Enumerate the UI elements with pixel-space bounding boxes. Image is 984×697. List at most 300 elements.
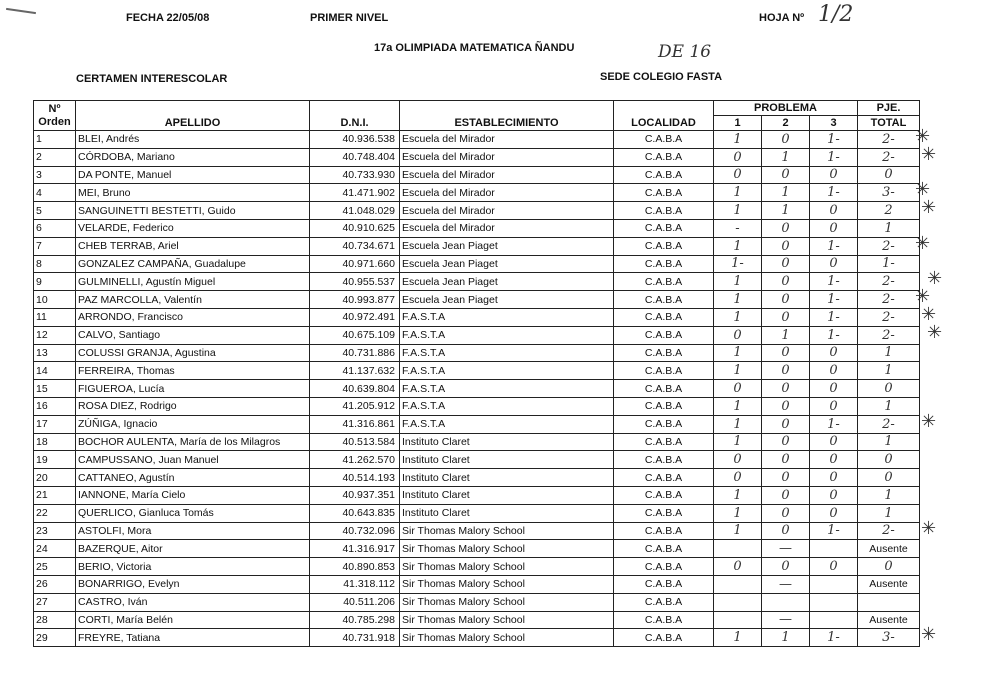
cell-problema-1: 0	[714, 469, 762, 487]
cell-establecimiento: Escuela del Mirador	[400, 148, 614, 166]
cell-establecimiento: Escuela Jean Piaget	[400, 237, 614, 255]
table-row	[34, 629, 920, 647]
cell-problema-1	[714, 593, 762, 611]
cell-establecimiento: F.A.S.T.A	[400, 308, 614, 326]
cell-orden: 26	[34, 575, 76, 593]
hoja-value: 1/2	[818, 2, 854, 27]
cell-dni: 40.993.877	[310, 291, 400, 309]
cell-problema-1: 1	[714, 486, 762, 504]
cell-localidad: C.A.B.A	[614, 629, 714, 647]
cell-problema-2: 0	[762, 397, 810, 415]
cell-localidad: C.A.B.A	[614, 380, 714, 398]
cell-localidad: C.A.B.A	[614, 362, 714, 380]
table-row	[34, 202, 920, 220]
cell-total: 1	[858, 344, 920, 362]
cell-problema-2: 0	[762, 380, 810, 398]
cell-dni: 41.471.902	[310, 184, 400, 202]
cell-total: 2-	[858, 291, 920, 309]
table-row	[34, 575, 920, 593]
cell-localidad: C.A.B.A	[614, 237, 714, 255]
table-row	[34, 291, 920, 309]
table-row	[34, 237, 920, 255]
cell-apellido: FREYRE, Tatiana	[76, 629, 310, 647]
cell-problema-2: 0	[762, 486, 810, 504]
cell-establecimiento: Escuela del Mirador	[400, 184, 614, 202]
cell-problema-3: 0	[810, 255, 858, 273]
cell-problema-2: 0	[762, 237, 810, 255]
cell-establecimiento: F.A.S.T.A	[400, 362, 614, 380]
cell-total: 2-	[858, 131, 920, 149]
cell-establecimiento: Instituto Claret	[400, 486, 614, 504]
cell-problema-3: 1-	[810, 522, 858, 540]
cell-problema-3: 1-	[810, 415, 858, 433]
cell-total: 1-	[858, 255, 920, 273]
cell-dni: 40.514.193	[310, 469, 400, 487]
cell-problema-1: 1	[714, 291, 762, 309]
cell-problema-3: 0	[810, 380, 858, 398]
cell-apellido: GONZALEZ CAMPAÑA, Guadalupe	[76, 255, 310, 273]
cell-problema-2: 0	[762, 344, 810, 362]
cell-dni: 40.513.584	[310, 433, 400, 451]
cell-localidad: C.A.B.A	[614, 291, 714, 309]
cell-total: Ausente	[858, 611, 920, 629]
cell-dni: 41.318.112	[310, 575, 400, 593]
cell-total: 0	[858, 166, 920, 184]
cell-establecimiento: F.A.S.T.A	[400, 326, 614, 344]
cell-establecimiento: F.A.S.T.A	[400, 380, 614, 398]
cell-orden: 14	[34, 362, 76, 380]
table-row	[34, 504, 920, 522]
cell-orden: 16	[34, 397, 76, 415]
cell-apellido: MEI, Bruno	[76, 184, 310, 202]
cell-localidad: C.A.B.A	[614, 540, 714, 558]
table-row	[34, 593, 920, 611]
asterisk-mark-icon: ✳	[927, 268, 943, 289]
cell-problema-1: 1	[714, 522, 762, 540]
cell-establecimiento: Instituto Claret	[400, 469, 614, 487]
cell-localidad: C.A.B.A	[614, 255, 714, 273]
cell-total: 1	[858, 362, 920, 380]
cell-apellido: CORTI, María Belén	[76, 611, 310, 629]
cell-total: 2	[858, 202, 920, 220]
asterisk-mark-icon: ✳	[921, 304, 937, 325]
cell-orden: 13	[34, 344, 76, 362]
cell-dni: 40.639.804	[310, 380, 400, 398]
cell-localidad: C.A.B.A	[614, 273, 714, 291]
cell-dni: 40.731.886	[310, 344, 400, 362]
cell-orden: 19	[34, 451, 76, 469]
cell-problema-2: 0	[762, 255, 810, 273]
cell-problema-3: 0	[810, 166, 858, 184]
asterisk-mark-icon: ✳	[921, 197, 937, 218]
cell-problema-3: 0	[810, 558, 858, 576]
cell-localidad: C.A.B.A	[614, 433, 714, 451]
cell-total: Ausente	[858, 540, 920, 558]
cell-total: 1	[858, 397, 920, 415]
cell-problema-3: 0	[810, 202, 858, 220]
de-annotation: DE 16	[658, 42, 712, 62]
table-row	[34, 558, 920, 576]
cell-dni: 41.048.029	[310, 202, 400, 220]
cell-establecimiento: Sir Thomas Malory School	[400, 593, 614, 611]
cell-localidad: C.A.B.A	[614, 326, 714, 344]
cell-problema-1: 0	[714, 166, 762, 184]
cell-problema-2: 0	[762, 291, 810, 309]
cell-problema-2: 0	[762, 273, 810, 291]
cell-dni: 41.316.861	[310, 415, 400, 433]
col-problema: PROBLEMA	[714, 101, 858, 116]
cell-problema-3: 0	[810, 504, 858, 522]
cell-apellido: VELARDE, Federico	[76, 219, 310, 237]
cell-localidad: C.A.B.A	[614, 504, 714, 522]
cell-localidad: C.A.B.A	[614, 522, 714, 540]
cell-establecimiento: Instituto Claret	[400, 451, 614, 469]
cell-problema-2	[762, 593, 810, 611]
cell-apellido: QUERLICO, Gianluca Tomás	[76, 504, 310, 522]
cell-problema-3	[810, 611, 858, 629]
cell-dni: 40.732.096	[310, 522, 400, 540]
table-row	[34, 362, 920, 380]
table-row	[34, 148, 920, 166]
cell-problema-2: 1	[762, 629, 810, 647]
cell-problema-2: 0	[762, 219, 810, 237]
cell-problema-1: 0	[714, 326, 762, 344]
cell-apellido: CATTANEO, Agustín	[76, 469, 310, 487]
cell-orden: 27	[34, 593, 76, 611]
cell-orden: 4	[34, 184, 76, 202]
cell-dni: 40.971.660	[310, 255, 400, 273]
table-row	[34, 433, 920, 451]
col-orden: Nº Orden	[34, 101, 76, 131]
asterisk-mark-icon: ✳	[921, 144, 937, 165]
cell-establecimiento: Escuela Jean Piaget	[400, 291, 614, 309]
cell-apellido: FERREIRA, Thomas	[76, 362, 310, 380]
table-row	[34, 308, 920, 326]
cell-apellido: ASTOLFI, Mora	[76, 522, 310, 540]
cell-problema-1: 0	[714, 148, 762, 166]
cell-problema-3	[810, 593, 858, 611]
cell-localidad: C.A.B.A	[614, 451, 714, 469]
cell-orden: 24	[34, 540, 76, 558]
table-row	[34, 451, 920, 469]
cell-orden: 21	[34, 486, 76, 504]
cell-apellido: BOCHOR AULENTA, María de los Milagros	[76, 433, 310, 451]
cell-establecimiento: Instituto Claret	[400, 504, 614, 522]
cell-orden: 6	[34, 219, 76, 237]
cell-localidad: C.A.B.A	[614, 558, 714, 576]
cell-problema-2: 1	[762, 326, 810, 344]
cell-problema-3: 1-	[810, 629, 858, 647]
cell-dni: 40.890.853	[310, 558, 400, 576]
col-dni: D.N.I.	[310, 101, 400, 131]
cell-dni: 40.731.918	[310, 629, 400, 647]
cell-problema-1: 1	[714, 629, 762, 647]
cell-apellido: CASTRO, Iván	[76, 593, 310, 611]
table-row	[34, 611, 920, 629]
cell-problema-1: 0	[714, 380, 762, 398]
cell-problema-3	[810, 575, 858, 593]
hoja-label: HOJA Nº	[759, 12, 805, 24]
cell-establecimiento: Escuela del Mirador	[400, 202, 614, 220]
cell-localidad: C.A.B.A	[614, 184, 714, 202]
cell-apellido: CÓRDOBA, Mariano	[76, 148, 310, 166]
col-p1: 1	[714, 116, 762, 131]
table-row	[34, 344, 920, 362]
cell-problema-2: —	[762, 540, 810, 558]
cell-localidad: C.A.B.A	[614, 397, 714, 415]
cell-localidad: C.A.B.A	[614, 469, 714, 487]
table-row	[34, 166, 920, 184]
cell-problema-3: 0	[810, 397, 858, 415]
cell-problema-3: 1-	[810, 184, 858, 202]
cell-total: 1	[858, 486, 920, 504]
cell-dni: 41.137.632	[310, 362, 400, 380]
col-establecimiento: ESTABLECIMIENTO	[400, 101, 614, 131]
table-row	[34, 469, 920, 487]
cell-total: 0	[858, 469, 920, 487]
sede: SEDE COLEGIO FASTA	[600, 71, 723, 83]
cell-apellido: BONARRIGO, Evelyn	[76, 575, 310, 593]
cell-establecimiento: Escuela Jean Piaget	[400, 273, 614, 291]
cell-total: 2-	[858, 415, 920, 433]
cell-localidad: C.A.B.A	[614, 575, 714, 593]
cell-dni: 40.675.109	[310, 326, 400, 344]
cell-total: 3-	[858, 629, 920, 647]
cell-problema-2: 0	[762, 558, 810, 576]
table-row	[34, 184, 920, 202]
cell-localidad: C.A.B.A	[614, 202, 714, 220]
cell-total: 2-	[858, 148, 920, 166]
cell-localidad: C.A.B.A	[614, 415, 714, 433]
cell-orden: 12	[34, 326, 76, 344]
asterisk-mark-icon: ✳	[915, 179, 931, 200]
table-row	[34, 522, 920, 540]
cell-total: 1	[858, 504, 920, 522]
cell-problema-1: 0	[714, 558, 762, 576]
cell-establecimiento: Sir Thomas Malory School	[400, 611, 614, 629]
cell-apellido: CHEB TERRAB, Ariel	[76, 237, 310, 255]
cell-problema-1: 1	[714, 504, 762, 522]
cell-problema-2: 0	[762, 469, 810, 487]
cell-problema-1: 1	[714, 415, 762, 433]
cell-orden: 3	[34, 166, 76, 184]
cell-problema-2: —	[762, 611, 810, 629]
cell-orden: 2	[34, 148, 76, 166]
cell-total: 3-	[858, 184, 920, 202]
cell-problema-3: 0	[810, 219, 858, 237]
cell-problema-3: 0	[810, 469, 858, 487]
cell-apellido: GULMINELLI, Agustín Miguel	[76, 273, 310, 291]
cell-apellido: ROSA DIEZ, Rodrigo	[76, 397, 310, 415]
certamen: CERTAMEN INTERESCOLAR	[76, 73, 228, 85]
cell-establecimiento: Escuela del Mirador	[400, 166, 614, 184]
cell-problema-2: 0	[762, 166, 810, 184]
cell-apellido: SANGUINETTI BESTETTI, Guido	[76, 202, 310, 220]
cell-establecimiento: Sir Thomas Malory School	[400, 522, 614, 540]
cell-problema-1: 1	[714, 131, 762, 149]
cell-total: 0	[858, 380, 920, 398]
col-p2: 2	[762, 116, 810, 131]
cell-problema-1: 1	[714, 202, 762, 220]
cell-dni: 40.785.298	[310, 611, 400, 629]
cell-establecimiento: F.A.S.T.A	[400, 397, 614, 415]
table-row	[34, 540, 920, 558]
asterisk-mark-icon: ✳	[921, 411, 937, 432]
cell-problema-2: —	[762, 575, 810, 593]
cell-problema-3: 0	[810, 486, 858, 504]
cell-dni: 40.734.671	[310, 237, 400, 255]
cell-apellido: COLUSSI GRANJA, Agustina	[76, 344, 310, 362]
cell-localidad: C.A.B.A	[614, 131, 714, 149]
cell-total: 0	[858, 451, 920, 469]
table-row	[34, 486, 920, 504]
cell-problema-3: 1-	[810, 131, 858, 149]
asterisk-mark-icon: ✳	[927, 322, 943, 343]
cell-apellido: DA PONTE, Manuel	[76, 166, 310, 184]
cell-orden: 5	[34, 202, 76, 220]
cell-total	[858, 593, 920, 611]
col-pje: PJE.	[858, 101, 920, 116]
cell-orden: 22	[34, 504, 76, 522]
cell-total: 2-	[858, 308, 920, 326]
cell-total: 2-	[858, 273, 920, 291]
cell-problema-3: 1-	[810, 291, 858, 309]
asterisk-mark-icon: ✳	[915, 286, 931, 307]
cell-dni: 40.733.930	[310, 166, 400, 184]
cell-problema-1: -	[714, 219, 762, 237]
table-row	[34, 255, 920, 273]
cell-total: 2-	[858, 326, 920, 344]
cell-problema-2: 0	[762, 433, 810, 451]
cell-apellido: ZÚÑIGA, Ignacio	[76, 415, 310, 433]
cell-apellido: IANNONE, María Cielo	[76, 486, 310, 504]
cell-problema-3: 0	[810, 433, 858, 451]
table-row	[34, 397, 920, 415]
cell-orden: 18	[34, 433, 76, 451]
cell-total: 1	[858, 433, 920, 451]
cell-problema-3: 1-	[810, 308, 858, 326]
cell-problema-1: 1	[714, 433, 762, 451]
col-apellido: APELLIDO	[76, 101, 310, 131]
cell-orden: 20	[34, 469, 76, 487]
cell-total: 2-	[858, 522, 920, 540]
cell-problema-1: 1	[714, 344, 762, 362]
cell-orden: 29	[34, 629, 76, 647]
cell-problema-1: 1	[714, 237, 762, 255]
cell-dni: 40.936.538	[310, 131, 400, 149]
cell-total: 0	[858, 558, 920, 576]
cell-problema-3: 0	[810, 451, 858, 469]
cell-dni: 40.910.625	[310, 219, 400, 237]
cell-apellido: BAZERQUE, Aitor	[76, 540, 310, 558]
cell-localidad: C.A.B.A	[614, 166, 714, 184]
asterisk-mark-icon: ✳	[915, 233, 931, 254]
cell-problema-2: 0	[762, 504, 810, 522]
col-total: TOTAL	[858, 116, 920, 131]
cell-localidad: C.A.B.A	[614, 148, 714, 166]
table-row	[34, 380, 920, 398]
cell-orden: 10	[34, 291, 76, 309]
cell-orden: 17	[34, 415, 76, 433]
cell-problema-1: 1	[714, 362, 762, 380]
cell-dni: 40.748.404	[310, 148, 400, 166]
cell-localidad: C.A.B.A	[614, 344, 714, 362]
asterisk-mark-icon: ✳	[921, 624, 937, 645]
cell-establecimiento: Escuela del Mirador	[400, 131, 614, 149]
cell-orden: 8	[34, 255, 76, 273]
cell-establecimiento: Sir Thomas Malory School	[400, 575, 614, 593]
cell-orden: 25	[34, 558, 76, 576]
asterisk-mark-icon: ✳	[921, 518, 937, 539]
cell-establecimiento: Sir Thomas Malory School	[400, 629, 614, 647]
cell-total: 1	[858, 219, 920, 237]
nivel: PRIMER NIVEL	[310, 12, 389, 24]
cell-problema-2: 1	[762, 148, 810, 166]
cell-dni: 40.937.351	[310, 486, 400, 504]
cell-problema-1: 0	[714, 451, 762, 469]
cell-problema-3: 0	[810, 344, 858, 362]
cell-orden: 11	[34, 308, 76, 326]
fecha: FECHA 22/05/08	[126, 12, 210, 24]
cell-orden: 9	[34, 273, 76, 291]
cell-dni: 40.643.835	[310, 504, 400, 522]
cell-problema-3	[810, 540, 858, 558]
cell-apellido: BLEI, Andrés	[76, 131, 310, 149]
cell-orden: 28	[34, 611, 76, 629]
cell-dni: 40.511.206	[310, 593, 400, 611]
cell-localidad: C.A.B.A	[614, 219, 714, 237]
cell-orden: 7	[34, 237, 76, 255]
cell-establecimiento: Sir Thomas Malory School	[400, 558, 614, 576]
cell-establecimiento: Escuela del Mirador	[400, 219, 614, 237]
cell-total: Ausente	[858, 575, 920, 593]
asterisk-mark-icon: ✳	[915, 126, 931, 147]
cell-problema-2: 1	[762, 202, 810, 220]
cell-localidad: C.A.B.A	[614, 593, 714, 611]
cell-apellido: CAMPUSSANO, Juan Manuel	[76, 451, 310, 469]
col-p3: 3	[810, 116, 858, 131]
cell-localidad: C.A.B.A	[614, 308, 714, 326]
cell-localidad: C.A.B.A	[614, 486, 714, 504]
cell-problema-1: 1	[714, 397, 762, 415]
cell-dni: 40.955.537	[310, 273, 400, 291]
cell-establecimiento: F.A.S.T.A	[400, 344, 614, 362]
cell-problema-1	[714, 611, 762, 629]
cell-problema-2: 1	[762, 184, 810, 202]
table-row	[34, 273, 920, 291]
table-row	[34, 326, 920, 344]
cell-establecimiento: Instituto Claret	[400, 433, 614, 451]
cell-problema-1	[714, 575, 762, 593]
cell-dni: 41.316.917	[310, 540, 400, 558]
cell-problema-2: 0	[762, 308, 810, 326]
cell-problema-3: 1-	[810, 273, 858, 291]
cell-apellido: CALVO, Santiago	[76, 326, 310, 344]
cell-problema-3: 0	[810, 362, 858, 380]
cell-orden: 23	[34, 522, 76, 540]
document-title: 17a OLIMPIADA MATEMATICA ÑANDU	[374, 42, 575, 54]
col-localidad: LOCALIDAD	[614, 101, 714, 131]
cell-localidad: C.A.B.A	[614, 611, 714, 629]
cell-problema-1: 1-	[714, 255, 762, 273]
cell-dni: 40.972.491	[310, 308, 400, 326]
cell-dni: 41.205.912	[310, 397, 400, 415]
cell-establecimiento: Escuela Jean Piaget	[400, 255, 614, 273]
cell-problema-2: 0	[762, 451, 810, 469]
table-row	[34, 131, 920, 149]
cell-problema-1: 1	[714, 273, 762, 291]
cell-problema-1	[714, 540, 762, 558]
